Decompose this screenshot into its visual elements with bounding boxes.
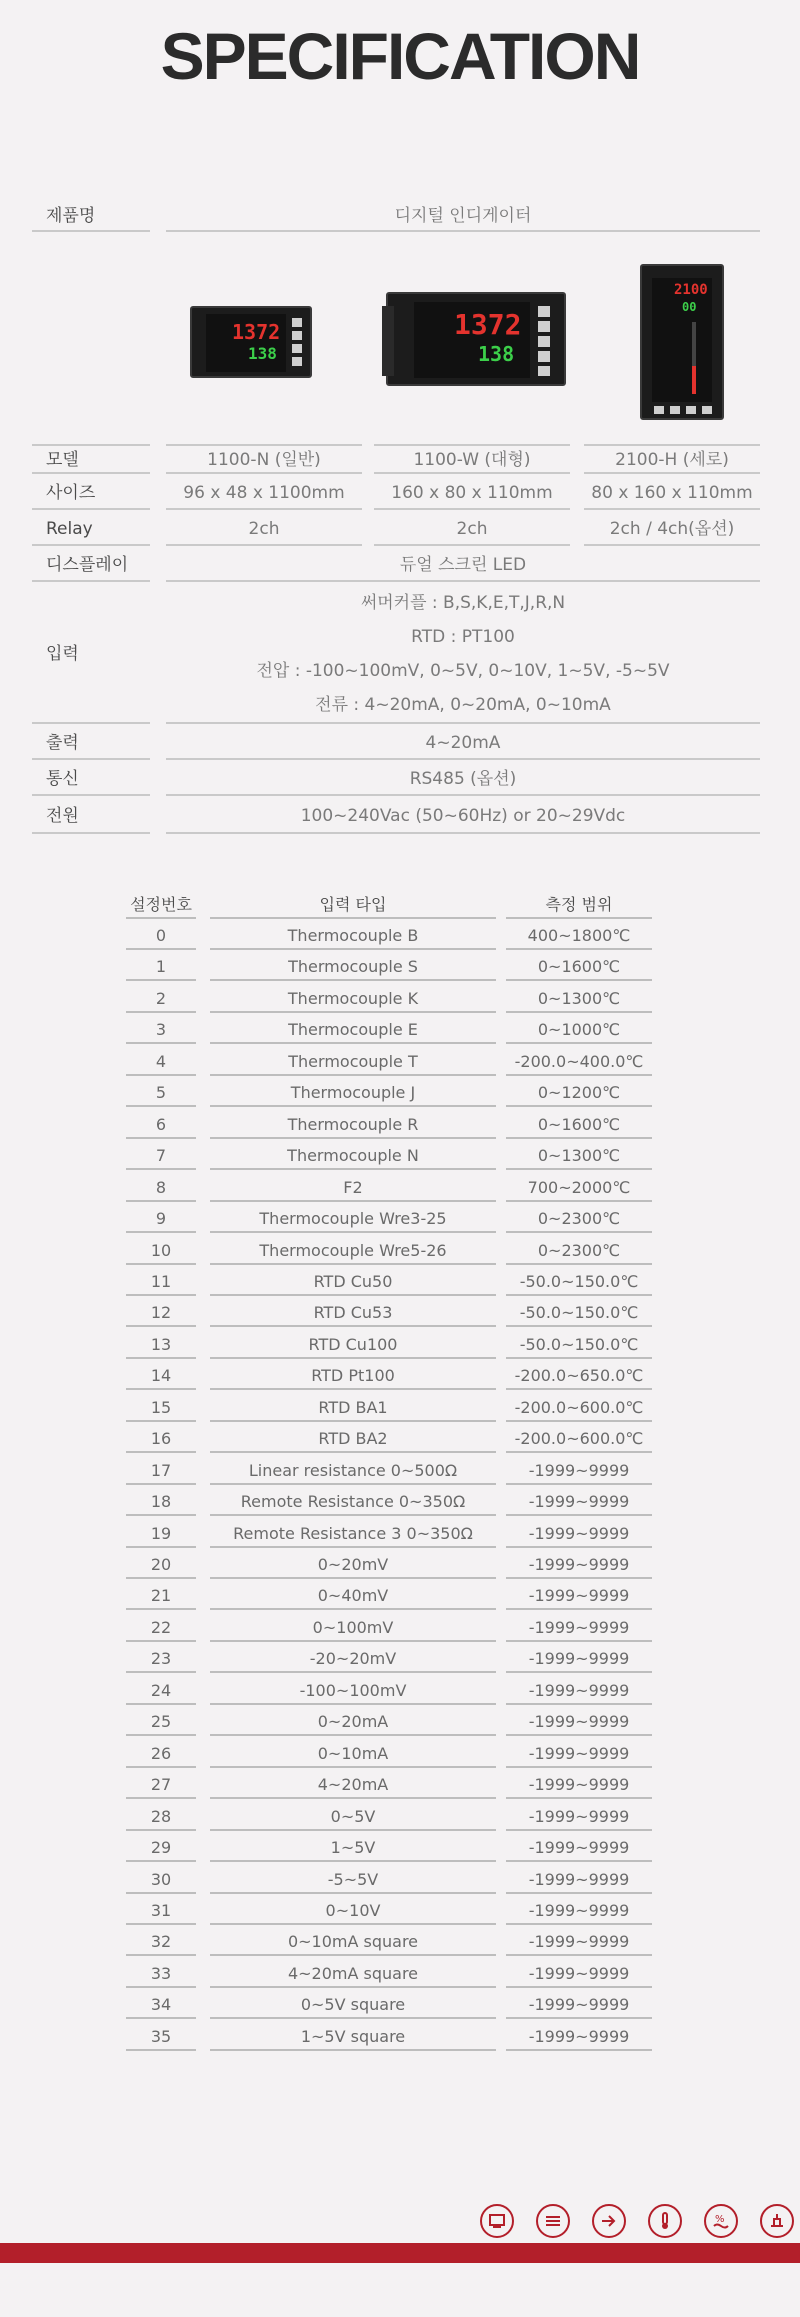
row-input-type: Thermocouple J [210, 1078, 496, 1107]
row-setting-no: 15 [126, 1393, 196, 1422]
row-range: -1999~9999 [506, 1802, 652, 1831]
row-input-type: 1~5V [210, 1833, 496, 1862]
table-row [126, 1613, 652, 1644]
input-line-current: 전류 : 4~20mA, 0~20mA, 0~10mA [315, 695, 611, 715]
row-range: -50.0~150.0℃ [506, 1298, 652, 1327]
row-range: 0~1000℃ [506, 1015, 652, 1044]
row-setting-no: 9 [126, 1204, 196, 1233]
input-values [166, 586, 760, 724]
power-label: 전원 [32, 800, 150, 834]
row-range: -200.0~600.0℃ [506, 1393, 652, 1422]
device-readout-top: 1372 [232, 320, 281, 344]
table-row [126, 1236, 652, 1267]
row-range: 0~1200℃ [506, 1078, 652, 1107]
table-row [126, 1267, 652, 1298]
device-image-1100w [386, 292, 566, 386]
row-setting-no: 6 [126, 1110, 196, 1139]
row-input-type: Remote Resistance 0~350Ω [210, 1487, 496, 1516]
row-input-type: Thermocouple E [210, 1015, 496, 1044]
row-range: -50.0~150.0℃ [506, 1330, 652, 1359]
row-range: 0~1600℃ [506, 1110, 652, 1139]
model-1100w: 1100-W (대형) [374, 444, 570, 474]
comm-value: RS485 (옵션) [166, 764, 760, 796]
row-setting-no: 5 [126, 1078, 196, 1107]
row-setting-no: 22 [126, 1613, 196, 1642]
input-arrow-icon[interactable] [592, 2204, 626, 2238]
row-range: -1999~9999 [506, 1770, 652, 1799]
header-input-type: 입력 타입 [210, 890, 496, 919]
table-row [126, 984, 652, 1015]
row-setting-no: 34 [126, 1990, 196, 2019]
row-input-type: 0~5V [210, 1802, 496, 1831]
row-setting-no: 31 [126, 1896, 196, 1925]
row-setting-no: 8 [126, 1173, 196, 1202]
row-setting-no: 20 [126, 1550, 196, 1579]
row-setting-no: 7 [126, 1141, 196, 1170]
row-input-type: 0~5V square [210, 1990, 496, 2019]
size-2100h: 80 x 160 x 110mm [584, 478, 760, 510]
row-input-type: Linear resistance 0~500Ω [210, 1456, 496, 1485]
row-range: 0~1300℃ [506, 1141, 652, 1170]
row-range: 0~2300℃ [506, 1236, 652, 1265]
size-1100n: 96 x 48 x 1100mm [166, 478, 362, 510]
row-input-type: Thermocouple Wre3-25 [210, 1204, 496, 1233]
device-readout-top: 2100 [674, 282, 708, 298]
row-input-type: 0~10V [210, 1896, 496, 1925]
row-input-type: 0~10mA [210, 1739, 496, 1768]
table-row [126, 1361, 652, 1392]
row-setting-no: 35 [126, 2022, 196, 2051]
table-row [126, 1487, 652, 1518]
row-setting-no: 23 [126, 1644, 196, 1673]
row-input-type: RTD Cu50 [210, 1267, 496, 1296]
input-line-rtd: RTD : PT100 [411, 627, 515, 647]
table-header [126, 890, 652, 921]
row-setting-no: 27 [126, 1770, 196, 1799]
row-range: -1999~9999 [506, 1833, 652, 1862]
row-range: -1999~9999 [506, 1581, 652, 1610]
row-input-type: RTD Pt100 [210, 1361, 496, 1390]
row-setting-no: 3 [126, 1015, 196, 1044]
table-row [126, 1896, 652, 1927]
table-row [126, 1770, 652, 1801]
heat-flow-icon[interactable] [536, 2204, 570, 2238]
footer-bar [0, 2243, 800, 2263]
row-setting-no: 26 [126, 1739, 196, 1768]
table-row [126, 1959, 652, 1990]
row-input-type: 4~20mA [210, 1770, 496, 1799]
relay-1100n: 2ch [166, 514, 362, 546]
row-input-type: RTD Cu100 [210, 1330, 496, 1359]
row-range: -200.0~400.0℃ [506, 1047, 652, 1076]
row-input-type: -5~5V [210, 1865, 496, 1894]
row-range: -1999~9999 [506, 1707, 652, 1736]
row-input-type: RTD BA2 [210, 1424, 496, 1453]
size-1100w: 160 x 80 x 110mm [374, 478, 570, 510]
table-row [126, 1644, 652, 1675]
row-setting-no: 25 [126, 1707, 196, 1736]
row-range: 400~1800℃ [506, 921, 652, 950]
row-range: -1999~9999 [506, 1739, 652, 1768]
row-input-type: 0~40mV [210, 1581, 496, 1610]
row-setting-no: 16 [126, 1424, 196, 1453]
row-input-type: Thermocouple Wre5-26 [210, 1236, 496, 1265]
row-setting-no: 32 [126, 1927, 196, 1956]
table-row [126, 1865, 652, 1896]
size-label: 사이즈 [32, 478, 150, 510]
model-1100n: 1100-N (일반) [166, 444, 362, 474]
row-input-type: Thermocouple R [210, 1110, 496, 1139]
comm-label: 통신 [32, 764, 150, 796]
row-input-type: 0~100mV [210, 1613, 496, 1642]
row-setting-no: 28 [126, 1802, 196, 1831]
table-row [126, 1519, 652, 1550]
device-image-1100n [190, 306, 312, 378]
row-range: -1999~9999 [506, 1896, 652, 1925]
table-row [126, 1204, 652, 1235]
row-input-type: F2 [210, 1173, 496, 1202]
table-row [126, 1141, 652, 1172]
row-input-type: RTD BA1 [210, 1393, 496, 1422]
display-value: 듀얼 스크린 LED [166, 550, 760, 582]
table-row [126, 1424, 652, 1455]
model-2100h: 2100-H (세로) [584, 444, 760, 474]
row-setting-no: 10 [126, 1236, 196, 1265]
table-row [126, 1456, 652, 1487]
humidity-icon[interactable] [704, 2204, 738, 2238]
row-input-type: Thermocouple S [210, 952, 496, 981]
row-setting-no: 4 [126, 1047, 196, 1076]
row-input-type: RTD Cu53 [210, 1298, 496, 1327]
input-line-voltage: 전압 : -100~100mV, 0~5V, 0~10V, 1~5V, -5~5V [256, 661, 670, 681]
row-setting-no: 0 [126, 921, 196, 950]
row-range: 700~2000℃ [506, 1173, 652, 1202]
row-setting-no: 18 [126, 1487, 196, 1516]
display-label: 디스플레이 [32, 550, 150, 582]
row-range: 0~1300℃ [506, 984, 652, 1013]
table-row [126, 1833, 652, 1864]
table-row [126, 1676, 652, 1707]
row-setting-no: 2 [126, 984, 196, 1013]
row-range: -1999~9999 [506, 1487, 652, 1516]
row-setting-no: 21 [126, 1581, 196, 1610]
row-setting-no: 13 [126, 1330, 196, 1359]
device-readout-bottom: 138 [478, 342, 515, 366]
row-input-type: 1~5V square [210, 2022, 496, 2051]
row-input-type: 0~20mA [210, 1707, 496, 1736]
header-range: 측정 범위 [506, 890, 652, 919]
row-range: -1999~9999 [506, 1959, 652, 1988]
row-input-type: Remote Resistance 3 0~350Ω [210, 1519, 496, 1548]
table-row [126, 1047, 652, 1078]
pressure-icon[interactable] [760, 2204, 794, 2238]
row-range: -1999~9999 [506, 1927, 652, 1956]
table-row [126, 1078, 652, 1109]
row-input-type: Thermocouple N [210, 1141, 496, 1170]
row-range: -1999~9999 [506, 1456, 652, 1485]
row-input-type: Thermocouple B [210, 921, 496, 950]
power-value: 100~240Vac (50~60Hz) or 20~29Vdc [166, 800, 760, 834]
table-row [126, 1173, 652, 1204]
row-input-type: -100~100mV [210, 1676, 496, 1705]
row-setting-no: 17 [126, 1456, 196, 1485]
row-setting-no: 24 [126, 1676, 196, 1705]
model-label: 모델 [32, 444, 150, 474]
device-readout-bottom: 00 [682, 300, 697, 314]
device-readout-bottom: 138 [248, 344, 277, 363]
table-row [126, 1802, 652, 1833]
product-label: 제품명 [32, 202, 150, 232]
product-value: 디지털 인디게이터 [166, 202, 760, 232]
row-setting-no: 29 [126, 1833, 196, 1862]
row-setting-no: 19 [126, 1519, 196, 1548]
page-title: SPECIFICATION [160, 19, 640, 93]
row-range: -1999~9999 [506, 2022, 652, 2051]
table-row [126, 1110, 652, 1141]
table-row [126, 2022, 652, 2053]
row-range: 0~1600℃ [506, 952, 652, 981]
row-input-type: 0~20mV [210, 1550, 496, 1579]
row-range: -200.0~650.0℃ [506, 1361, 652, 1390]
relay-1100w: 2ch [374, 514, 570, 546]
row-range: -1999~9999 [506, 1550, 652, 1579]
row-range: 0~2300℃ [506, 1204, 652, 1233]
table-row [126, 1927, 652, 1958]
thermometer-icon[interactable] [648, 2204, 682, 2238]
svg-text:%: % [715, 2214, 725, 2225]
row-range: -1999~9999 [506, 1644, 652, 1673]
row-range: -1999~9999 [506, 1613, 652, 1642]
table-row [126, 1393, 652, 1424]
relay-label: Relay [32, 514, 150, 546]
row-setting-no: 14 [126, 1361, 196, 1390]
row-range: -1999~9999 [506, 1990, 652, 2019]
row-range: -50.0~150.0℃ [506, 1267, 652, 1296]
monitor-icon[interactable] [480, 2204, 514, 2238]
row-range: -200.0~600.0℃ [506, 1424, 652, 1453]
row-range: -1999~9999 [506, 1865, 652, 1894]
table-row [126, 1990, 652, 2021]
input-label: 입력 [32, 586, 150, 724]
output-value: 4~20mA [166, 728, 760, 760]
row-input-type: 0~10mA square [210, 1927, 496, 1956]
row-setting-no: 33 [126, 1959, 196, 1988]
table-row [126, 1330, 652, 1361]
table-row [126, 1581, 652, 1612]
row-setting-no: 30 [126, 1865, 196, 1894]
row-input-type: Thermocouple K [210, 984, 496, 1013]
output-label: 출력 [32, 728, 150, 760]
input-line-thermocouple: 써머커플 : B,S,K,E,T,J,R,N [360, 593, 566, 613]
table-row [126, 1707, 652, 1738]
table-row [126, 1739, 652, 1770]
row-range: -1999~9999 [506, 1519, 652, 1548]
table-row [126, 1550, 652, 1581]
row-setting-no: 1 [126, 952, 196, 981]
table-row [126, 1298, 652, 1329]
table-row [126, 952, 652, 983]
row-input-type: 4~20mA square [210, 1959, 496, 1988]
table-row [126, 1015, 652, 1046]
header-setting-no: 설정번호 [126, 890, 196, 919]
row-setting-no: 11 [126, 1267, 196, 1296]
row-input-type: -20~20mV [210, 1644, 496, 1673]
row-input-type: Thermocouple T [210, 1047, 496, 1076]
table-row [126, 921, 652, 952]
relay-2100h: 2ch / 4ch(옵션) [584, 514, 760, 546]
device-image-2100h [640, 264, 724, 420]
row-setting-no: 12 [126, 1298, 196, 1327]
device-readout-top: 1372 [454, 308, 522, 341]
row-range: -1999~9999 [506, 1676, 652, 1705]
